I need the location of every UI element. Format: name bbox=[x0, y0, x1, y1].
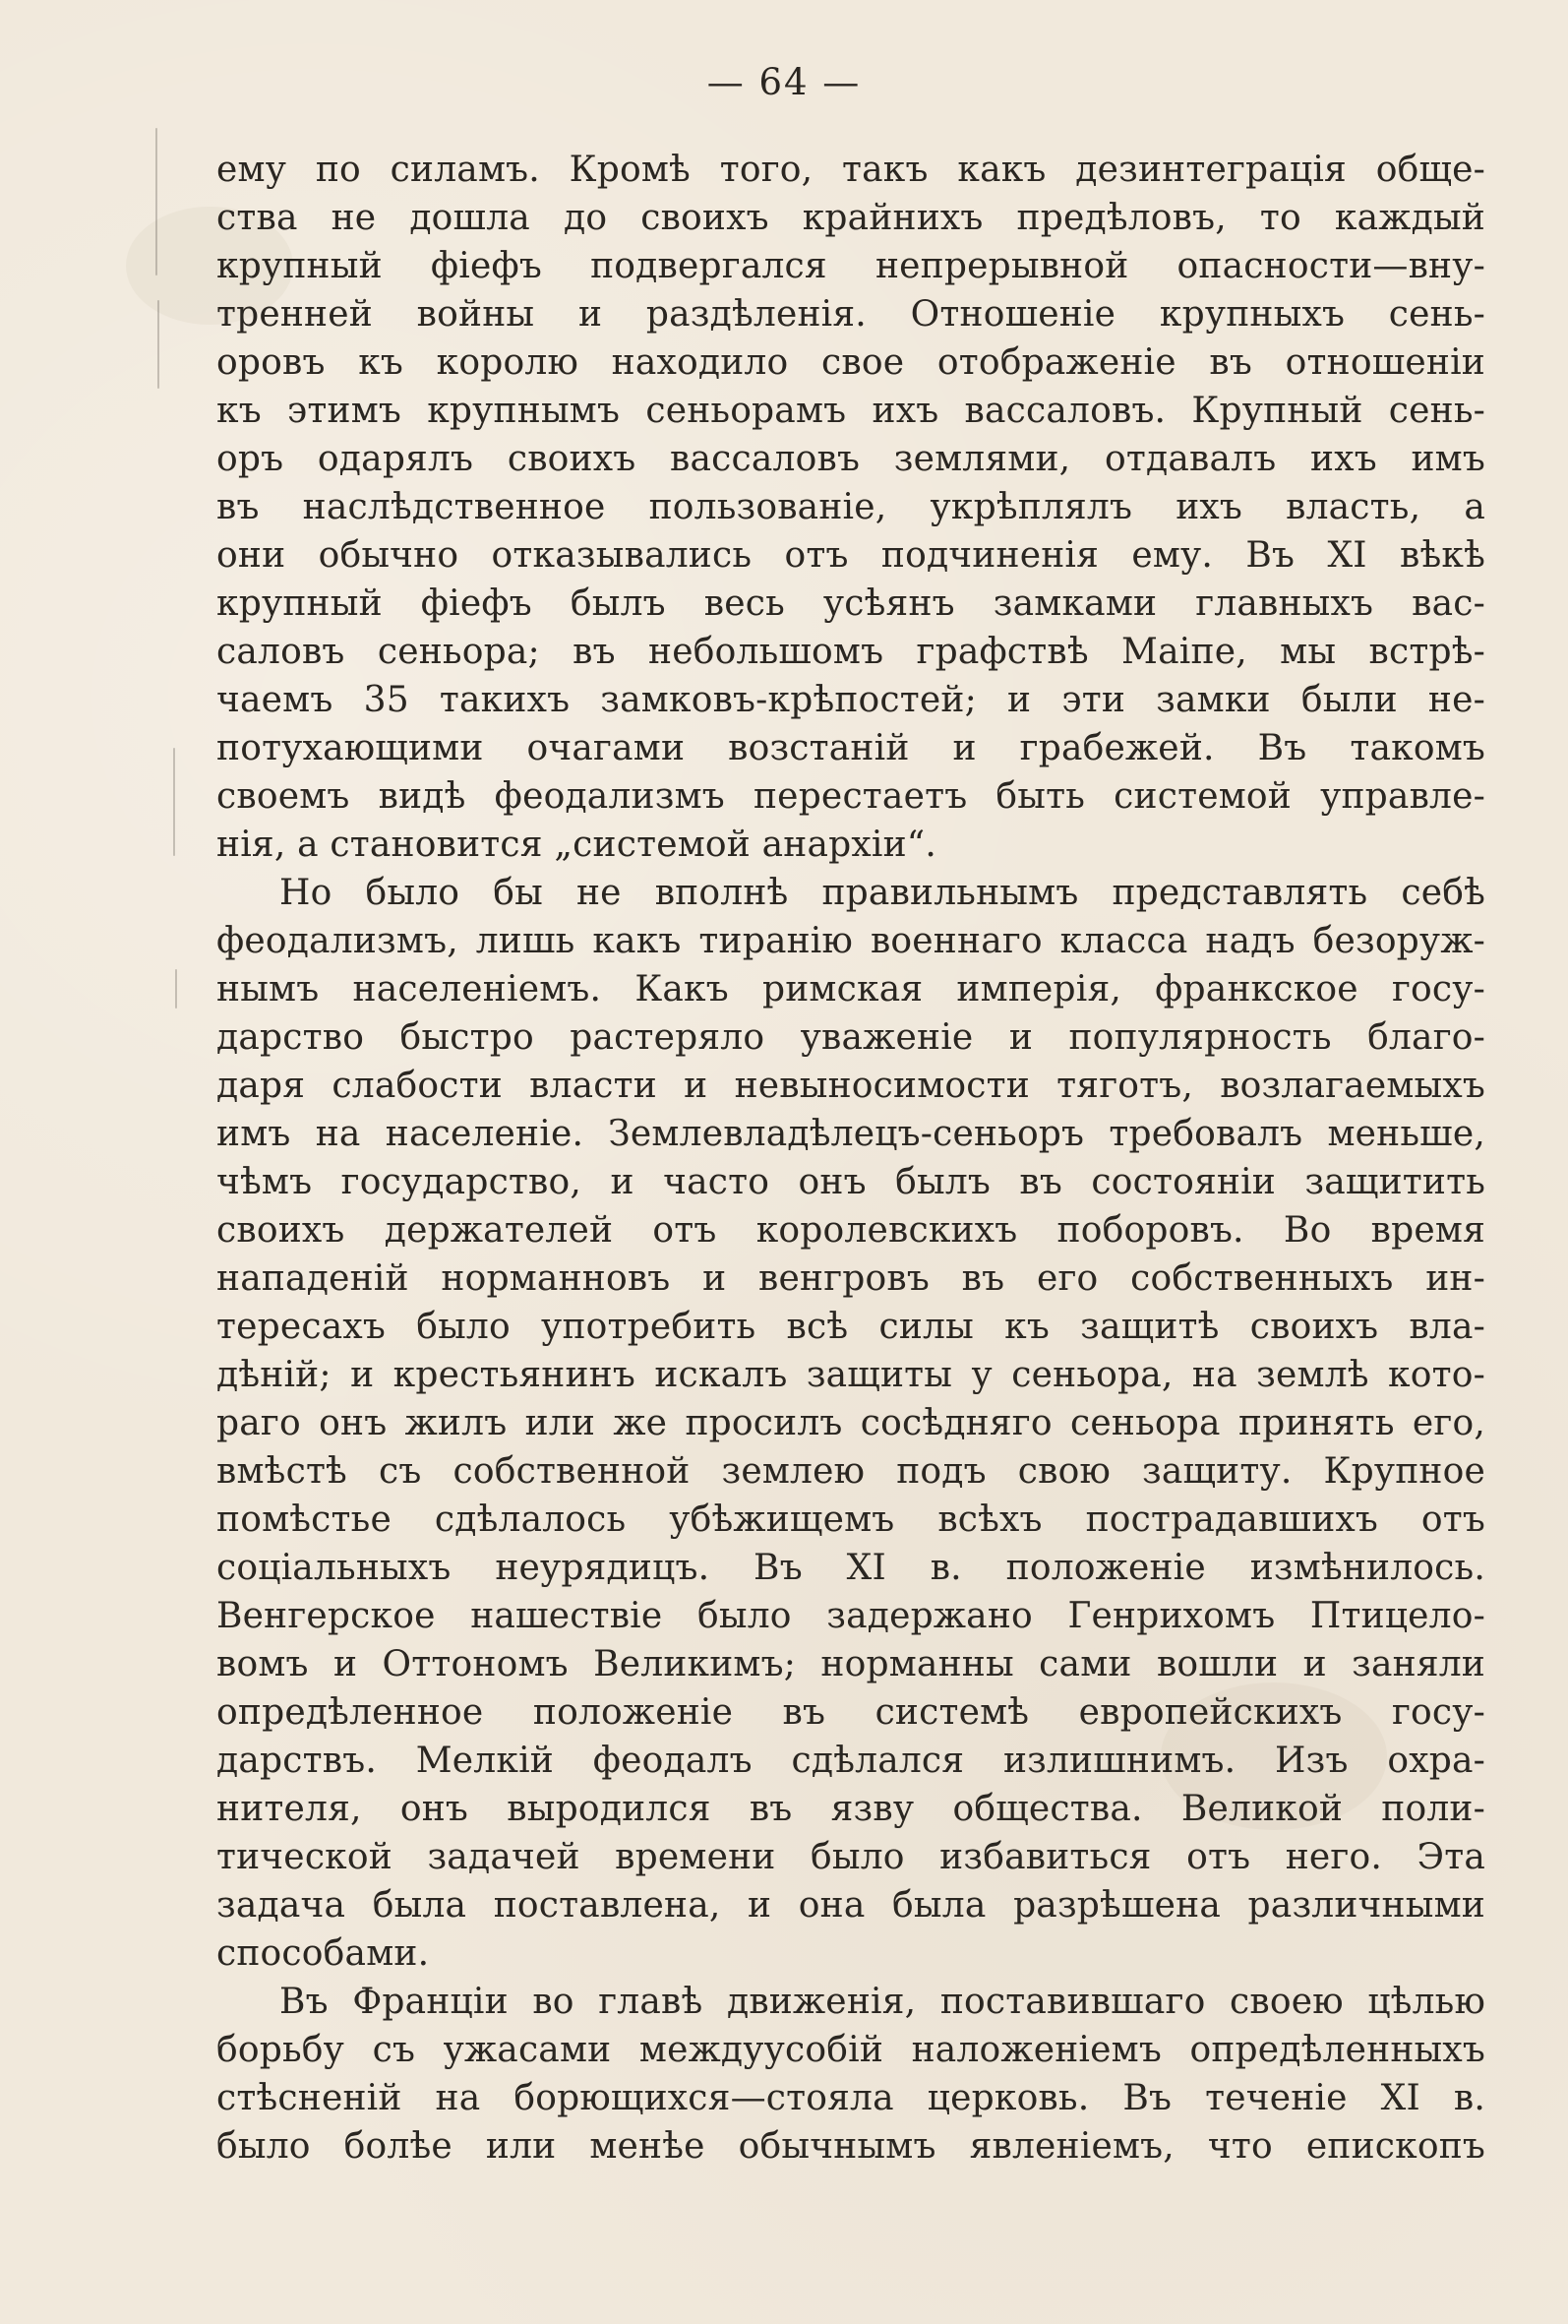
text-line: своемъ видѣ феодализмъ перестаетъ быть системой управле- bbox=[216, 776, 1485, 817]
margin-pencil-mark bbox=[155, 128, 157, 275]
margin-pencil-mark bbox=[173, 748, 175, 856]
margin-pencil-mark bbox=[175, 969, 177, 1009]
text-line: раго онъ жилъ или же просилъ сосѣдняго сеньора принять его, bbox=[216, 1403, 1485, 1443]
text-line: дѣній; и крестьянинъ искалъ защиты у сеньора, на землѣ кото- bbox=[216, 1355, 1485, 1395]
text-line: дарство быстро растеряло уваженіе и популярность благо- bbox=[216, 1017, 1485, 1058]
text-line: тической задачей времени было избавиться отъ него. Эта bbox=[216, 1837, 1485, 1877]
page-number: — 64 — bbox=[706, 61, 862, 103]
text-line: оръ одарялъ своихъ вассаловъ землями, отдавалъ ихъ имъ bbox=[216, 439, 1485, 479]
text-line: было болѣе или менѣе обычнымъ явленіемъ, что епископъ bbox=[216, 2126, 1485, 2167]
text-line: опредѣленное положеніе въ системѣ европейскихъ госу- bbox=[216, 1692, 1485, 1733]
text-line: саловъ сеньора; въ небольшомъ графствѣ Маіпе, мы встрѣ- bbox=[216, 632, 1485, 672]
text-line: нія, а становится „системой анархіи“. bbox=[216, 825, 937, 865]
text-line: феодализмъ, лишь какъ тиранію военнаго класса надъ безоруж- bbox=[216, 921, 1485, 961]
text-line: соціальныхъ неурядицъ. Въ XI в. положеніе измѣнилось. bbox=[216, 1548, 1485, 1588]
text-line: вмѣстѣ съ собственной землею подъ свою защиту. Крупное bbox=[216, 1451, 1485, 1492]
text-line: нымъ населеніемъ. Какъ римская имперія, франкское госу- bbox=[216, 969, 1485, 1009]
text-line: въ наслѣдственное пользованіе, укрѣплялъ ихъ власть, а bbox=[216, 487, 1485, 527]
text-line: тересахъ было употребить всѣ силы къ защитѣ своихъ вла- bbox=[216, 1307, 1485, 1347]
text-line: ства не дошла до своихъ крайнихъ предѣловъ, то каждый bbox=[216, 198, 1485, 238]
text-line: дарствъ. Мелкій феодалъ сдѣлался излишнимъ. Изъ охра- bbox=[216, 1741, 1485, 1781]
text-line: крупный фіефъ подвергался непрерывной опасности—вну- bbox=[216, 246, 1485, 286]
text-line: чаемъ 35 такихъ замковъ-крѣпостей; и эти замки были не- bbox=[216, 680, 1485, 720]
text-line: Венгерское нашествіе было задержано Генрихомъ Птицело- bbox=[216, 1596, 1485, 1636]
text-line: къ этимъ крупнымъ сеньорамъ ихъ вассаловъ. Крупный сень- bbox=[216, 391, 1485, 431]
text-line: тренней войны и раздѣленія. Отношеніе крупныхъ сень- bbox=[216, 294, 1485, 335]
text-line: нителя, онъ выродился въ язву общества. Великой поли- bbox=[216, 1789, 1485, 1829]
text-line: способами. bbox=[216, 1933, 430, 1974]
text-line: стѣсненій на борющихся—стояла церковь. Въ теченіе XI в. bbox=[216, 2078, 1485, 2118]
text-line: оровъ къ королю находило свое отображеніе въ отношеніи bbox=[216, 342, 1485, 383]
text-line: ему по силамъ. Кромѣ того, такъ какъ дезинтеграція обще- bbox=[216, 150, 1485, 190]
body-text bbox=[216, 146, 1485, 2167]
paragraph-1 bbox=[216, 146, 1485, 869]
text-line: Но было бы не вполнѣ правильнымъ представлять себѣ bbox=[279, 873, 1485, 913]
text-line: задача была поставлена, и она была разрѣшена различными bbox=[216, 1885, 1485, 1926]
paragraph-3 bbox=[216, 1978, 1485, 2171]
text-line: Въ Франціи во главѣ движенія, поставившаго своею цѣлью bbox=[279, 1982, 1485, 2022]
text-line: чѣмъ государство, и часто онъ былъ въ состояніи защитить bbox=[216, 1162, 1485, 1202]
text-line: вомъ и Оттономъ Великимъ; норманны сами вошли и заняли bbox=[216, 1644, 1485, 1684]
text-line: своихъ держателей отъ королевскихъ поборовъ. Во время bbox=[216, 1210, 1485, 1251]
text-line: имъ на населеніе. Землевладѣлецъ-сеньоръ требовалъ меньше, bbox=[216, 1114, 1485, 1154]
text-line: потухающими очагами возстаній и грабежей. Въ такомъ bbox=[216, 728, 1485, 768]
margin-pencil-mark bbox=[157, 300, 159, 389]
text-line: борьбу съ ужасами междуусобій наложеніемъ опредѣленныхъ bbox=[216, 2030, 1485, 2070]
text-line: даря слабости власти и невыносимости тяготъ, возлагаемыхъ bbox=[216, 1066, 1485, 1106]
text-line: помѣстье сдѣлалось убѣжищемъ всѣхъ пострадавшихъ отъ bbox=[216, 1499, 1485, 1540]
paragraph-2 bbox=[216, 869, 1485, 1978]
text-line: нападеній норманновъ и венгровъ въ его собственныхъ ин- bbox=[216, 1258, 1485, 1299]
text-line: они обычно отказывались отъ подчиненія ему. Въ XI вѣкѣ bbox=[216, 535, 1485, 576]
text-line: крупный фіефъ былъ весь усѣянъ замками главныхъ вас- bbox=[216, 583, 1485, 624]
